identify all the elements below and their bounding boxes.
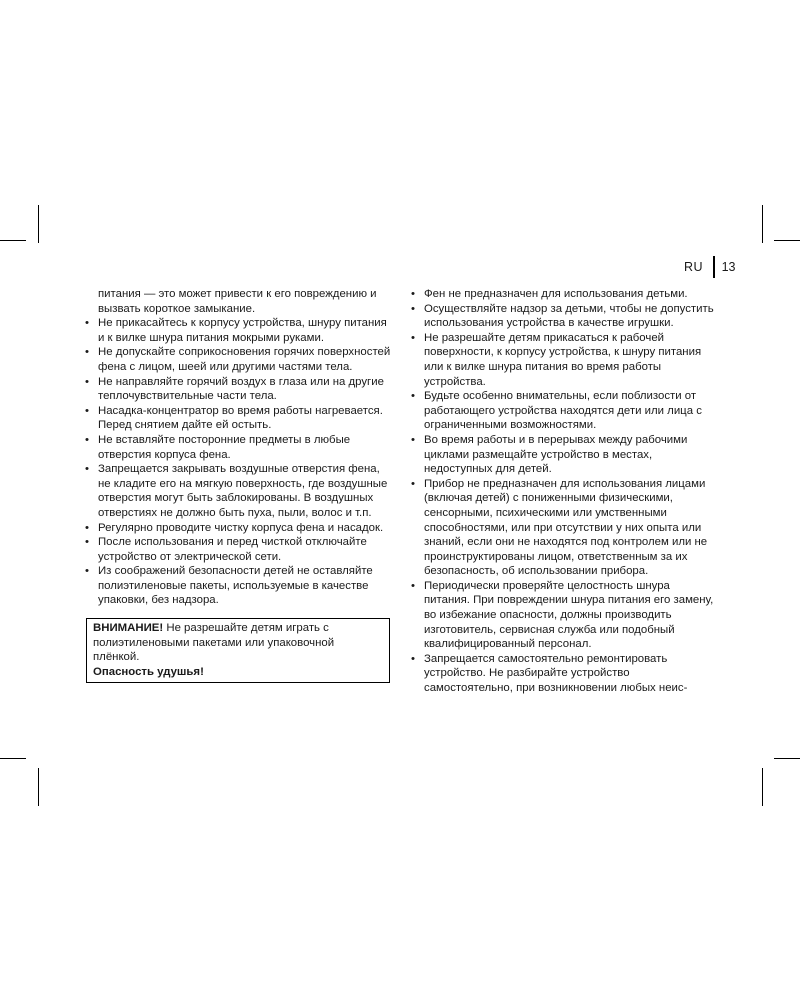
list-item: • Из соображений безопасности детей не оставляйте полиэтиленовые пакеты, используемые в качестве упаковки, без надзора. — [85, 565, 373, 607]
crop-mark-top-left-vertical — [38, 205, 39, 243]
crop-mark-bottom-left-vertical — [38, 768, 39, 806]
left-bullet-list — [84, 316, 394, 608]
list-item: • Не вставляйте посторонние предметы в любые отверстия корпуса фена. — [85, 433, 351, 461]
list-item: • Не направляйте горячий воздух в глаза или на другие теплочувствительные части тела. — [85, 375, 384, 403]
crop-mark-bottom-right-horizontal — [774, 758, 800, 759]
language-code: RU — [684, 260, 704, 274]
list-item: • Периодически проверяйте целостность шнура питания. При повреждении шнура питания его замену, во избежание опасности, должны производить изготовитель, сервисная служба или подобный квалифицированный персонал. — [411, 579, 714, 651]
right-column — [410, 287, 718, 696]
crop-mark-bottom-left-horizontal — [0, 758, 26, 759]
list-item: • Будьте особенно внимательны, если поблизости от работающего устройства находятся дети или лица с ограниченными возможностями. — [411, 390, 702, 432]
list-item: • После использования и перед чисткой отключайте устройство от электрической сети. — [85, 536, 367, 563]
list-item: • Запрещается самостоятельно ремонтировать устройство. Не разбирайте устройство самостоятельно, при возникновении любых неис- — [411, 652, 688, 695]
page-header — [684, 256, 735, 278]
list-item: • Запрещается закрывать воздушные отверстия фена, не кладите его на мягкую поверхность, где воздушные отверстия могут быть заблокированы. В воздушных отверстиях не должно быть пуха, пыли, волос и т.п. — [85, 463, 388, 519]
list-item: • Насадка-концентратор во время работы нагревается. Перед снятием дайте ей остыть. — [85, 404, 383, 432]
crop-mark-bottom-right-vertical — [762, 768, 763, 806]
list-item: • Не разрешайте детям прикасаться к рабочей поверхности, к корпусу устройства, к шнуру питания или к вилке шнура питания во время работы устройства. — [411, 331, 702, 388]
right-bullet-list — [410, 287, 718, 696]
crop-mark-top-right-vertical — [762, 205, 763, 243]
continued-text: питания — это может привести к его повреждению и вызвать короткое замыкание. — [98, 288, 377, 315]
crop-mark-top-left-horizontal — [0, 240, 26, 241]
left-column — [84, 287, 394, 683]
crop-mark-top-right-horizontal — [774, 240, 800, 241]
list-item: • Во время работы и в перерывах между рабочими циклами размещайте устройство в местах, недоступных для детей. — [411, 433, 688, 476]
warning-danger: Опасность удушья! — [93, 665, 204, 678]
list-item: • Фен не предназначен для использования детьми. — [411, 288, 688, 300]
list-item: • Осуществляйте надзор за детьми, чтобы не допустить использования устройства в качестве игрушки. — [411, 302, 714, 330]
page-number: 13 — [721, 260, 736, 274]
list-item: • Регулярно проводите чистку корпуса фена и насадок. — [85, 521, 384, 534]
warning-box — [86, 618, 390, 683]
header-divider — [713, 256, 715, 278]
warning-label: ВНИМАНИЕ! — [93, 622, 164, 635]
list-item: • Прибор не предназначен для использования лицами (включая детей) с пониженными физическими, сенсорными, психическими или умственными способностями, или при отсутствии у них опыта или знаний, если они не находятся под контролем или не проинструктированы лицом, ответственным за их безопасность, об использовании прибора. — [411, 477, 708, 578]
list-item: • Не прикасайтесь к корпусу устройства, шнуру питания и к вилке шнура питания мокрыми руками. — [85, 317, 387, 344]
list-item: • Не допускайте соприкосновения горячих поверхностей фена с лицом, шеей или другими частями тела. — [85, 346, 391, 373]
warning-text: Не разрешайте детям играть с полиэтиленовыми пакетами или упаковочной плёнкой. — [93, 622, 335, 664]
